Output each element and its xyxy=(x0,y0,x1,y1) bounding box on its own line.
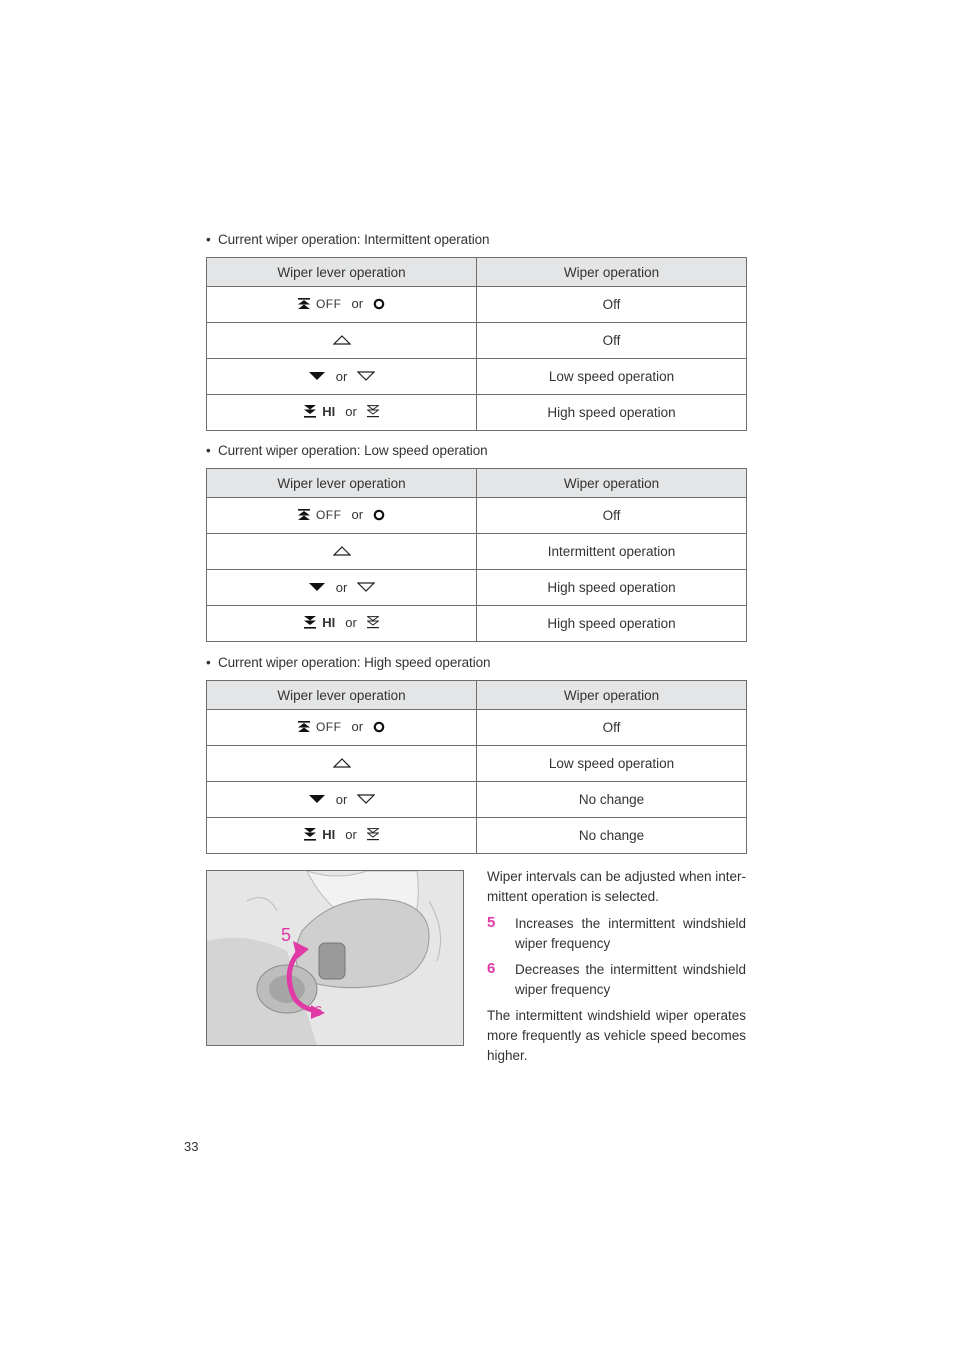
or-label: or xyxy=(351,719,364,735)
table-row xyxy=(207,606,747,642)
lever-drawing xyxy=(207,871,463,1045)
wiper-table-high xyxy=(206,680,747,854)
intro-paragraph: Wiper intervals can be adjusted when inter-mittent operation is selected. xyxy=(487,869,746,904)
off-label: OFF xyxy=(315,296,342,311)
lever-off-or-mist xyxy=(298,296,385,311)
lever-cell xyxy=(207,359,477,395)
step-item xyxy=(487,960,746,1000)
lever-hi xyxy=(304,404,379,419)
operation-cell: No change xyxy=(477,782,747,818)
operation-cell: Off xyxy=(477,498,747,534)
lever-cell xyxy=(207,606,477,642)
table-row xyxy=(207,818,747,854)
hi-label: HI xyxy=(322,615,336,630)
lever-cell xyxy=(207,746,477,782)
down-outline-icon xyxy=(357,582,375,592)
mist-ring-icon xyxy=(373,721,385,733)
figure-label-5: 5 xyxy=(281,925,292,945)
column-header-lever: Wiper lever operation xyxy=(207,469,477,498)
lever-cell xyxy=(207,782,477,818)
table-header-row xyxy=(207,681,747,710)
lever-off-or-mist xyxy=(298,719,385,734)
or-label: or xyxy=(345,827,357,842)
section-caption: • Current wiper operation: Low speed operation xyxy=(206,443,488,458)
step-number: 6 xyxy=(487,960,496,977)
lever-hi xyxy=(304,615,379,630)
double-down-icon xyxy=(304,405,316,418)
lever-up xyxy=(333,758,351,768)
table-row xyxy=(207,287,747,323)
figure-label-6: 6 xyxy=(314,1003,323,1020)
section-caption: • Current wiper operation: High speed operation xyxy=(206,655,491,670)
mist-ring-icon xyxy=(373,509,385,521)
operation-cell: Intermittent operation xyxy=(477,534,747,570)
or-label: or xyxy=(335,368,348,384)
wiper-table-intermittent xyxy=(206,257,747,431)
down-outline-icon xyxy=(357,371,375,381)
lever-down xyxy=(308,792,376,807)
step-item xyxy=(487,914,746,954)
or-label: or xyxy=(351,507,364,523)
column-header-lever: Wiper lever operation xyxy=(207,681,477,710)
up-outline-icon xyxy=(333,758,351,768)
lever-cell xyxy=(207,395,477,431)
table-row xyxy=(207,534,747,570)
lever-cell xyxy=(207,287,477,323)
table-header-row xyxy=(207,258,747,287)
up-outline-icon xyxy=(333,546,351,556)
double-down-outline-icon xyxy=(367,828,379,841)
wiper-table-low xyxy=(206,468,747,642)
lever-cell xyxy=(207,710,477,746)
operation-cell: Low speed operation xyxy=(477,746,747,782)
down-outline-icon xyxy=(357,794,375,804)
lever-up xyxy=(333,546,351,556)
column-header-operation: Wiper operation xyxy=(477,258,747,287)
wiper-lever-illustration xyxy=(206,870,464,1046)
mist-ring-icon xyxy=(373,298,385,310)
table-row xyxy=(207,323,747,359)
step-number: 5 xyxy=(487,914,496,931)
double-up-icon xyxy=(298,298,310,310)
table-row xyxy=(207,498,747,534)
column-header-lever: Wiper lever operation xyxy=(207,258,477,287)
down-filled-icon xyxy=(308,582,326,592)
table-row xyxy=(207,782,747,818)
table-row xyxy=(207,570,747,606)
lever-down xyxy=(308,369,376,384)
hi-label: HI xyxy=(322,404,336,419)
or-label: or xyxy=(335,579,348,595)
down-filled-icon xyxy=(308,794,326,804)
operation-cell: No change xyxy=(477,818,747,854)
section-caption: • Current wiper operation: Intermittent operation xyxy=(206,232,490,247)
lever-cell xyxy=(207,534,477,570)
double-down-icon xyxy=(304,828,316,841)
table-row xyxy=(207,710,747,746)
column-header-operation: Wiper operation xyxy=(477,681,747,710)
lever-cell xyxy=(207,570,477,606)
double-down-outline-icon xyxy=(367,616,379,629)
table-header-row xyxy=(207,469,747,498)
operation-cell: High speed operation xyxy=(477,570,747,606)
lever-up xyxy=(333,335,351,345)
table-row xyxy=(207,395,747,431)
step-text: Decreases the intermittent windshield wiper frequency xyxy=(515,962,746,997)
double-up-icon xyxy=(298,509,310,521)
lever-off-or-mist xyxy=(298,507,385,522)
operation-cell: High speed operation xyxy=(477,395,747,431)
or-label: or xyxy=(345,404,357,419)
operation-cell: Off xyxy=(477,287,747,323)
or-label: or xyxy=(351,296,364,312)
down-filled-icon xyxy=(308,371,326,381)
lever-cell xyxy=(207,818,477,854)
operation-cell: Off xyxy=(477,323,747,359)
outro-paragraph: The intermittent windshield wiper operates more frequently as vehicle speed becomes higher. xyxy=(487,1008,746,1063)
table-row xyxy=(207,359,747,395)
double-up-icon xyxy=(298,721,310,733)
lever-down xyxy=(308,580,376,595)
lever-cell xyxy=(207,323,477,359)
step-text: Increases the intermittent windshield wiper frequency xyxy=(515,916,746,951)
double-down-icon xyxy=(304,616,316,629)
double-down-outline-icon xyxy=(367,405,379,418)
operation-cell: Low speed operation xyxy=(477,359,747,395)
or-label: or xyxy=(345,615,357,630)
off-label: OFF xyxy=(315,507,342,522)
off-label: OFF xyxy=(315,719,342,734)
operation-cell: Off xyxy=(477,710,747,746)
operation-cell: High speed operation xyxy=(477,606,747,642)
or-label: or xyxy=(335,791,348,807)
up-outline-icon xyxy=(333,335,351,345)
lever-cell xyxy=(207,498,477,534)
column-header-operation: Wiper operation xyxy=(477,469,747,498)
lever-hi xyxy=(304,827,379,842)
table-row xyxy=(207,746,747,782)
hi-label: HI xyxy=(322,827,336,842)
page-number: 33 xyxy=(184,1139,199,1154)
